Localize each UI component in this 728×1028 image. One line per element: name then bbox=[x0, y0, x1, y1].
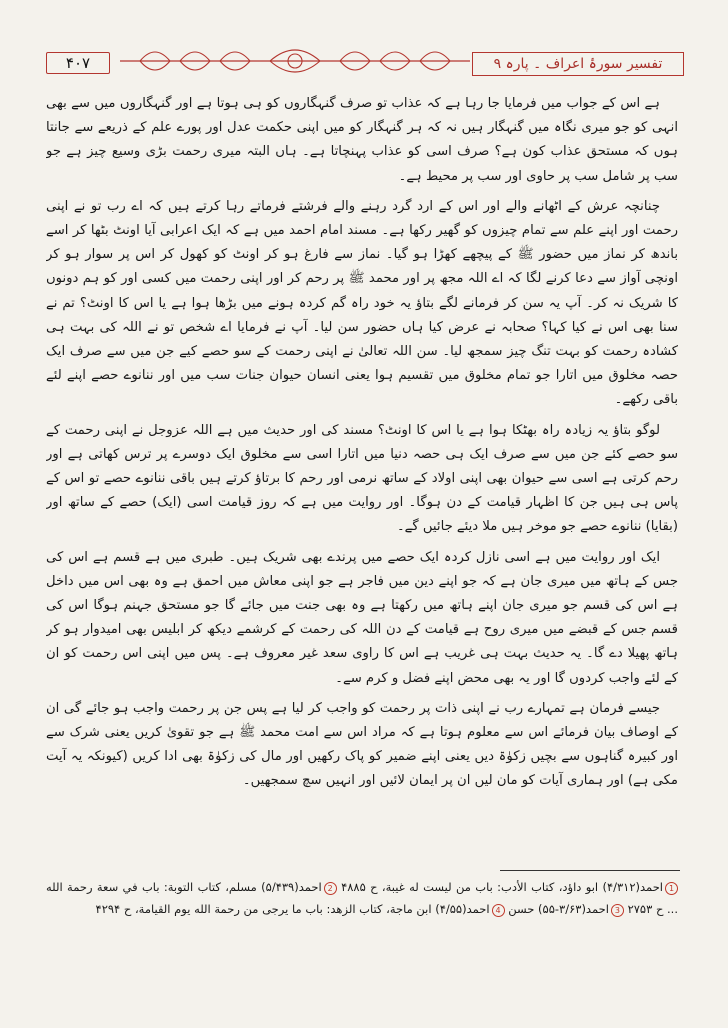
footnote-text: احمد(۴/۵۵) ابن ماجة، كتاب الزهد: باب ما يرجى من رحمة الله يوم القيامة، ح ۴۲۹۴ bbox=[95, 902, 490, 916]
paragraph: لوگو بتاؤ یہ زیادہ راہ بھٹکا ہوا ہے یا اس کا اونٹ؟ مسند کی اور حدیث میں ہے اللہ عزوجل نے اپنی رحمت کے سو حصے کئے جن میں سے صرف ایک ہی حصہ دنیا میں اتارا اسی سے مخلوق ایک دوسرے پر ترس کھاتی ہے اور رحم کرتی ہے اسی سے حیوان بھی اپنی اولاد کے ساتھ نرمی اور رحم کا برتاؤ کرتے ہیں باقی ننانوے حصے تو اس کے پاس ہی ہیں جن کا اظہار قیامت کے دن ہوگا۔ اور روایت میں ہے کہ روز قیامت اسی (ایک) حصے کے ساتھ اور (بقایا) ننانوے حصے جو موخر ہیں ملا دیئے جائیں گے۔ bbox=[46, 422, 678, 535]
footnote-number: 4 bbox=[492, 904, 505, 917]
page-number: ۴۰۷ bbox=[46, 52, 110, 74]
arabesque-border-ornament-icon bbox=[120, 40, 470, 82]
footnote-divider bbox=[500, 870, 680, 871]
footnote-text: احمد(۳/۶۳-۵۵) حسن bbox=[508, 902, 609, 916]
page-title: تفسیر سورۂ اعراف ۔ پارہ ۹ bbox=[472, 52, 684, 76]
footnote-text: احمد(۴/۳۱۲) ابو داؤد، كتاب الأدب: باب من ليست له غيبة، ح ۴۸۸۵ bbox=[341, 880, 664, 894]
paragraph: چنانچہ عرش کے اٹھانے والے اور اس کے ارد گرد رہنے والے فرشتے فرماتے رہا کرتے ہیں کہ اے رب تو نے اپنی رحمت اور اپنے علم سے تمام چیزوں کو گھیر رکھا ہے۔ مسند امام احمد میں ہے کہ ایک اعرابی آیا اونٹ بٹھا کر اسے باندھ کر نماز میں حضور ﷺ کے پیچھے کھڑا ہو گیا۔ نماز سے فارغ ہو کر اونٹ کو کھول کر اس پر سوار ہو کر اونچی آواز سے دعا کرنے لگا کہ اے اللہ مجھ پر اور محمد ﷺ پر رحم کر اور اپنی رحمت میں کسی اور کو ہم دونوں کا شریک نہ کر۔ آپ یہ سن کر فرمانے لگے بتاؤ یہ خود راہ گم کردہ ہونے میں بڑھا ہوا ہے یا اس کا اونٹ؟ تم نے سنا بھی اس نے کیا کہا؟ صحابہ نے عرض کیا ہاں حضور سن لیا۔ آپ نے فرمایا اے شخص تو نے اللہ کی بہت ہی کشادہ رحمت کو بہت تنگ چیز سمجھ لیا۔ سن اللہ تعالیٰ نے اپنی رحمت کے سو حصے کیے جن میں سے صرف ایک حصہ مخلوق میں اتارا جو تمام مخلوق میں تقسیم ہوا یعنی انسان حیوان جنات سب میں اور ننانوے حصے اپنے لئے باقی رکھے۔ bbox=[46, 198, 678, 408]
body-text bbox=[46, 92, 678, 856]
footnote bbox=[341, 880, 678, 894]
footnote-number: 1 bbox=[665, 882, 678, 895]
footnote-text: احمد(۵/۴۳۹) مسلم، كتاب التوبة: باب في سعة رحمة الله ... ح ۲۷۵۳ bbox=[46, 880, 678, 916]
paragraph: جیسے فرمان ہے تمہارے رب نے اپنی ذات پر رحمت کو واجب کر لیا ہے پس جن پر رحمت واجب ہو جائے گی ان کے اوصاف بیان فرمائے اس سے معلوم ہوتا ہے کہ مراد اس سے امت محمد ﷺ ہے جو تقویٰ کریں یعنی شرک سے اور کبیرہ گناہوں سے بچیں زکوٰۃ دیں یعنی اپنے ضمیر کو پاک رکھیں اور مال کی زکوٰۃ بھی ادا کریں (کیونکہ یہ آیت مکی ہے) اور ہماری آیات کو مان لیں ان پر ایمان لائیں اور انہیں سچ سمجھیں۔ bbox=[46, 700, 678, 789]
footnote bbox=[96, 902, 505, 916]
paragraph: ایک اور روایت میں ہے اسی نازل کردہ ایک حصے میں پرندے بھی شریک ہیں۔ طبری میں ہے قسم ہے اس کی جس کے ہاتھ میں میری جان ہے کہ جو اپنے دین میں فاجر ہے جو اپنی معاش میں احمق ہے وہ بھی اس میں داخل ہے اس کی قسم جو میری جان اپنے ہاتھ میں رکھتا ہے وہ بھی جنت میں جائے گا جو مستحق جہنم ہوگا اس کی قسم جس کے قبضے میں میری روح ہے قیامت کے دن اللہ کی رحمت کے کرشمے دیکھ کر ابلیس بھی امیدوار ہو کر ہاتھ پھیلا دے گا۔ یہ حدیث بہت ہی غریب ہے اس کا راوی سعد غیر معروف ہے۔ پس میں اپنی اس رحمت کو ان کے لئے واجب کردوں گا اور یہ بھی محض اپنے فضل و کرم سے۔ bbox=[46, 549, 678, 686]
paragraph: ہے اس کے جواب میں فرمایا جا رہا ہے کہ عذاب تو صرف گنہگاروں کو ہی ہوتا ہے اور گنہگاروں میں سے بھی انہی کو جو میری نگاہ میں گنہگار ہیں نہ کہ ہر گنہگار کو میں اپنی حکمت عدل اور پورے علم کے ذریعے سے جانتا ہوں کہ مستحق عذاب کون ہے؟ صرف اسی کو عذاب پہنچاتا ہے۔ ہاں البتہ میری رحمت بڑی وسیع چیز ہے جو سب پر شامل سب پر حاوی اور سب پر محیط ہے۔ bbox=[46, 96, 678, 184]
footnotes bbox=[46, 876, 678, 964]
footnote-number: 3 bbox=[611, 904, 624, 917]
page-header bbox=[40, 38, 690, 84]
footnote bbox=[508, 902, 624, 916]
footnote-number: 2 bbox=[324, 882, 337, 895]
